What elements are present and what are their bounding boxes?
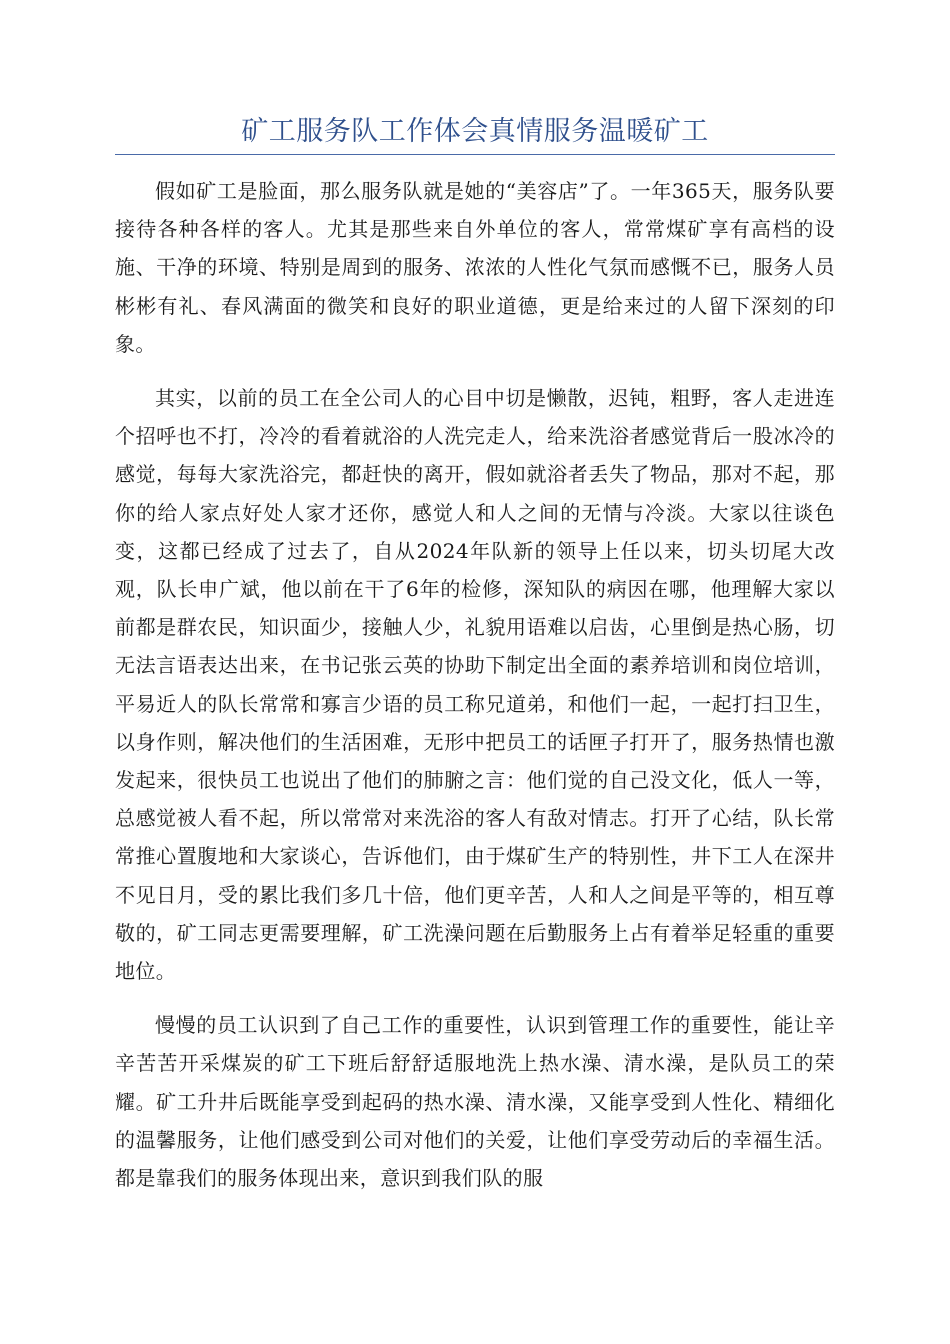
paragraph-1: 假如矿工是脸面，那么服务队就是她的“美容店”了。一年365天，服务队要接待各种各样的客人。尤其是那些来自外单位的客人，常常煤矿享有高档的设施、干净的环境、特别是周到的服务、浓浓的人性化气氛而感慨不已，服务人员彬彬有礼、春风满面的微笑和良好的职业道德，更是给来过的人留下深刻的印象。 [115,179,835,356]
paragraph-2: 其实，以前的员工在全公司人的心目中切是懒散，迟钝，粗野，客人走进连个招呼也不打，冷冷的看着就浴的人洗完走人，给来洗浴者感觉背后一股冰冷的感觉，每每大家洗浴完，都赶快的离开，假如就浴者丢失了物品，那对不起，那你的给人家点好处人家才还你，感觉人和人之间的无情与冷淡。大家以往谈色变，这都已经成了过去了，自从2024年队新的领导上任以来，切头切尾大改观，队长申广斌，他以前在干了6年的检修，深知队的病因在哪，他理解大家以前都是群农民，知识面少，接触人少，礼貌用语难以启齿，心里倒是热心肠，切无法言语表达出来，在书记张云英的协助下制定出全面的素养培训和岗位培训，平易近人的队长常常和寡言少语的员工称兄道弟，和他们一起，一起打扫卫生，以身作则，解决他们的生活困难，无形中把员工的话匣子打开了，服务热情也激发起来，很快员工也说出了他们的肺腑之言：他们觉的自己没文化，低人一等，总感觉被人看不起，所以常常对来洗浴的客人有敌对情志。打开了心结，队长常常推心置腹地和大家谈心，告诉他们，由于煤矿生产的特别性，井下工人在深井不见日月，受的累比我们多几十倍，他们更辛苦，人和人之间是平等的，相互尊敬的，矿工同志更需要理解，矿工洗澡问题在后勤服务上占有着举足轻重的重要地位。 [115,386,835,984]
paragraph-3: 慢慢的员工认识到了自己工作的重要性，认识到管理工作的重要性，能让辛辛苦苦开采煤炭的矿工下班后舒舒适服地洗上热水澡、清水澡，是队员工的荣耀。矿工升井后既能享受到起码的热水澡、清水澡，又能享受到人性化、精细化的温馨服务，让他们感受到公司对他们的关爱，让他们享受劳动后的幸福生活。都是靠我们的服务体现出来，意识到我们队的服 [115,1013,835,1191]
title-underline [115,154,835,155]
document-body [115,172,835,1213]
document-title: 矿工服务队工作体会真情服务温暖矿工 [241,116,709,147]
